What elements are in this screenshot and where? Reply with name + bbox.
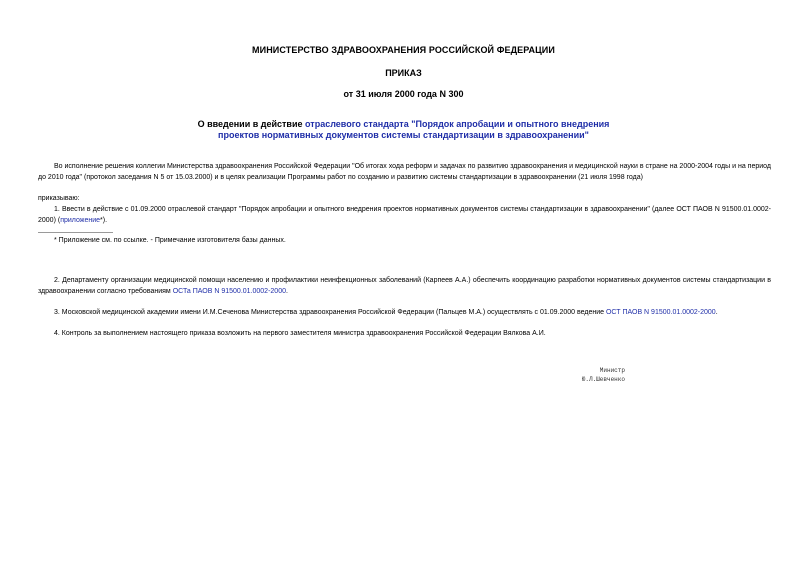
footnote: * Приложение см. по ссылке. - Примечание изготовителя базы данных. [54,237,286,244]
appendix-link[interactable]: приложение [60,217,101,224]
footnote-divider [38,232,113,233]
order-date: от 31 июля 2000 года N 300 [343,89,464,99]
order-heading: ПРИКАЗ [385,68,422,78]
document-title [0,119,807,141]
item-2-text: 2. Департаменту организации медицинской помощи населению и профилактики неинфекционных заболеваний (Карпеев А.А.) обеспечить координацию разработки нормативных документов системы стандартизации в здравоохранении согласно требованиям [38,277,771,295]
item-3-end: . [715,309,718,316]
item-3-text: 3. Московской медицинской академии имени И.М.Сеченова Министерства здравоохранения Российской Федерации (Пальцев М.А.) осуществлять с 01.09.2000 ведение [54,309,606,316]
signature-position: Министр [599,367,625,374]
item-1-end: *). [100,217,108,224]
item-1-text: 1. Ввести в действие с 01.09.2000 отраслевой стандарт "Порядок апробации и опытного внедрения проектов нормативных документов системы стандартизации в здравоохранении" (далее ОСТ ПАОВ N 91500.01.0002-2000) ( [38,206,771,224]
title-standard-link-line2[interactable]: проектов нормативных документов системы стандартизации в здравоохранении" [218,130,589,140]
item-2-paragraph [38,275,771,297]
ministry-heading: МИНИСТЕРСТВО ЗДРАВООХРАНЕНИЯ РОССИЙСКОЙ ФЕДЕРАЦИИ [252,45,555,55]
preamble-paragraph: Во исполнение решения коллегии Министерства здравоохранения Российской Федерации "Об итогах хода реформ и задачах по развитию здравоохранения и медицинской науки в стране на 2000-2004 годы и на период до 2010 года" (протокол заседания N 5 от 15.03.2000) и в целях реализации Программы работ по созданию и развитию системы стандартизации в здравоохранении (21 июля 1998 года) [38,163,771,181]
title-standard-link-line1[interactable]: отраслевого стандарта "Порядок апробации и опытного внедрения [305,119,610,129]
item-1-paragraph [38,204,771,226]
item-4-paragraph: 4. Контроль за выполнением настоящего приказа возложить на первого заместителя министра здравоохранения Российской Федерации Вялкова А.И. [54,330,546,337]
title-prefix: О введении в действие [197,119,306,129]
signature-name: Ю.Л.Шевченко [581,376,625,383]
item-3-paragraph [38,307,771,318]
ost-paov-link-item2[interactable]: ОСТа ПАОВ N 91500.01.0002-2000 [172,288,286,295]
prikazyvayu-label: приказываю: [38,195,80,202]
ost-paov-link-item3[interactable]: ОСТ ПАОВ N 91500.01.0002-2000 [605,309,716,316]
item-2-end: . [285,288,288,295]
